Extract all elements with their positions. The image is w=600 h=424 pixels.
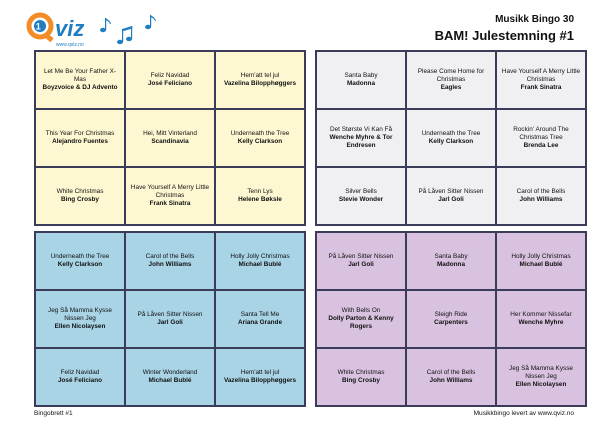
artist-name: José Feliciano [57,377,103,384]
footer-credit: Musikkbingo levert av www.qviz.no [473,410,574,417]
bingo-cell [496,348,586,406]
song-title: Tenn Lys [247,188,273,196]
bingo-cell [406,232,496,290]
song-title: Have Yourself A Merry Little Christmas [130,184,210,200]
song-title: På Låven Sitter Nissen [137,311,203,319]
artist-name: Wenche Myhre [518,319,564,326]
song-title: Her Kommer Nissefar [510,311,572,319]
svg-text:1: 1 [35,21,41,32]
bingo-cell [215,51,305,109]
song-title: Underneath the Tree [230,130,290,138]
song-title: Silver Bells [345,188,377,196]
bingo-cell [316,109,406,167]
artist-name: Brenda Lee [523,141,559,149]
artist-name: Kelly Clarkson [57,261,103,268]
song-title: Jeg Så Mamma Kysse Nissen Jeg [48,307,112,323]
song-title: Winter Wonderland [142,369,198,377]
artist-name: Madonna [346,80,376,87]
bingo-cell [316,51,406,109]
artist-name: Eagles [440,83,462,91]
song-title: Hem'att tel jul [240,369,280,377]
bingo-cell [125,109,215,167]
sheet-title: BAM! Julestemning #1 [434,28,574,43]
artist-name: Michael Bublé [148,377,192,384]
song-title: Santa Tell Me [240,311,280,319]
bingo-cell [316,348,406,406]
song-title: Santa Baby [344,72,378,80]
song-title: Underneath the Tree [50,253,110,261]
bingo-cell [215,348,305,406]
artist-name: Jarl Goli [438,196,464,203]
logo-wordmark: viz [55,16,85,41]
qviz-logo [24,8,174,50]
sheet-subtitle: Musikk Bingo 30 [495,14,574,25]
artist-name: Carpenters [434,319,468,326]
bingo-cell [35,51,125,109]
sheet-title-block [435,14,574,44]
artist-name: Helene Bøksle [238,196,282,203]
song-title: Feliz Navidad [150,72,190,80]
artist-name: Kelly Clarkson [428,138,474,145]
artist-name: John Williams [148,261,192,268]
artist-name: Bing Crosby [342,377,380,384]
bingo-cell [35,348,125,406]
song-title: Carol of the Bells [145,253,195,261]
bingo-cell [406,348,496,406]
artist-name: Vazelina Bilopphøggers [223,80,297,87]
bingo-cell [496,167,586,225]
artist-name: Boyzvoice & DJ Advento [42,83,118,91]
music-notes-icon [100,15,156,44]
song-title: Holly Jolly Christmas [230,253,290,261]
bingo-cell [125,348,215,406]
bingo-cell [35,109,125,167]
artist-name: Frank Sinatra [149,199,191,207]
bingo-cell [35,232,125,290]
song-title: Holly Jolly Christmas [511,253,571,261]
song-title: Jeg Så Mamma Kysse Nissen Jeg [509,365,573,381]
artist-name: Ellen Nicolaysen [515,380,567,388]
bingo-cell [316,167,406,225]
song-title: På Låven Sitter Nissen [418,188,484,196]
bingo-cell [496,109,586,167]
footer-board-number: Bingobrett #1 [34,410,73,417]
bingo-board-3 [34,231,306,407]
bingo-cell [496,232,586,290]
artist-name: Kelly Clarkson [237,138,283,145]
song-title: Feliz Navidad [60,369,100,377]
song-title: This Year For Christmas [45,130,115,138]
bingo-cell [215,290,305,348]
artist-name: Wenche Myhre & Tor Endresen [329,134,393,149]
song-title: White Christmas [337,369,385,377]
bingo-cell [406,290,496,348]
artist-name: Bing Crosby [61,196,99,203]
song-title: With Bells On [341,307,381,315]
artist-name: Jarl Goli [157,319,183,326]
bingo-cell [35,290,125,348]
artist-name: Michael Bublé [238,261,282,268]
bingo-cell [496,51,586,109]
song-title: Carol of the Bells [516,188,566,196]
song-title: Rockin' Around The Christmas Tree [513,126,569,142]
song-title: Carol of the Bells [426,369,476,377]
artist-name: John Williams [519,196,563,203]
artist-name: Ariana Grande [237,319,283,326]
bingo-cell [35,167,125,225]
song-title: Santa Baby [434,253,468,261]
song-title: Have Yourself A Merry Little Christmas [501,68,581,84]
artist-name: Vazelina Bilopphøggers [223,377,297,384]
song-title: White Christmas [56,188,104,196]
artist-name: José Feliciano [147,80,193,87]
artist-name: Scandinavia [151,138,189,145]
song-title: Sleigh Ride [434,311,468,319]
artist-name: Dolly Parton & Kenny Rogers [328,315,394,330]
bingo-cell [406,167,496,225]
bingo-cell [125,167,215,225]
bingo-cell [215,109,305,167]
bingo-board-4 [315,231,587,407]
song-title: Let Me Be Your Father X-Mas [43,68,117,84]
artist-name: Frank Sinatra [520,83,562,91]
artist-name: Stevie Wonder [338,196,384,203]
artist-name: John Williams [429,377,473,384]
bingo-cell [406,109,496,167]
artist-name: Michael Bublé [519,261,563,268]
bingo-cell [125,290,215,348]
artist-name: Jarl Goli [348,261,374,268]
artist-name: Madonna [436,261,466,268]
logo-url: www.qviz.no [56,42,84,48]
bingo-board-2 [315,50,587,226]
song-title: Det Største Vi Kan Få [329,126,393,134]
bingo-cell [215,167,305,225]
bingo-cell [125,232,215,290]
bingo-cell [125,51,215,109]
song-title: Hem'att tel jul [240,72,280,80]
bingo-cell [496,290,586,348]
artist-name: Ellen Nicolaysen [54,322,106,330]
song-title: Hei, Mitt Vinterland [143,130,197,138]
bingo-cell [406,51,496,109]
bingo-cell [316,232,406,290]
bingo-cell [215,232,305,290]
song-title: Please Come Home for Christmas [417,68,485,84]
song-title: På Låven Sitter Nissen [328,253,394,261]
bingo-cell [316,290,406,348]
artist-name: Alejandro Fuentes [52,138,108,145]
song-title: Underneath the Tree [421,130,481,138]
bingo-board-1 [34,50,306,226]
